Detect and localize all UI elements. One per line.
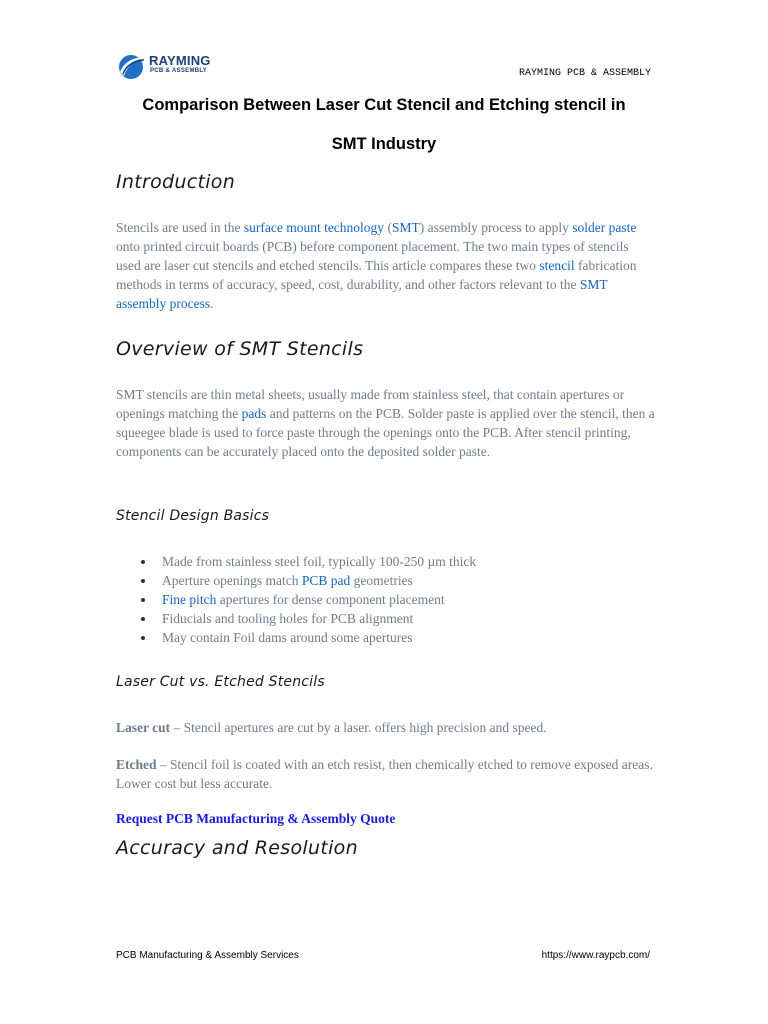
- footer-website-link[interactable]: https://www.raypcb.com/: [541, 950, 650, 961]
- link-fine-pitch[interactable]: Fine pitch: [162, 592, 217, 608]
- overview-paragraph: [116, 385, 656, 461]
- link-smt[interactable]: SMT: [391, 220, 420, 235]
- bullet-icon: [141, 579, 145, 583]
- footer-services: PCB Manufacturing & Assembly Services: [116, 950, 299, 961]
- bullet-text: apertures for dense component placement: [216, 592, 445, 608]
- list-item: [116, 609, 656, 628]
- laser-cut-text: – Stencil apertures are cut by a laser. offers high precision and speed.: [170, 720, 547, 735]
- logo-name: RAYMING: [149, 53, 211, 68]
- intro-text-5: fabrication methods in terms of accuracy, speed, cost, durability, and other factors relevant to the: [116, 258, 637, 293]
- request-quote-link[interactable]: Request PCB Manufacturing & Assembly Quote: [116, 811, 396, 826]
- intro-paragraph: [116, 218, 656, 313]
- link-pads[interactable]: pads: [241, 406, 267, 422]
- bullet-icon: [141, 598, 145, 602]
- bullet-text: Fiducials and tooling holes for PCB alignment: [162, 611, 414, 627]
- etched-label: Etched: [116, 757, 157, 772]
- design-basics-list: [116, 552, 656, 647]
- intro-text-2: (: [384, 220, 392, 235]
- bullet-text: Aperture openings match: [162, 573, 302, 589]
- laser-cut-paragraph: [116, 718, 656, 737]
- list-item: [116, 628, 656, 647]
- logo-subtitle: PCB & ASSEMBLY: [150, 68, 208, 74]
- link-solder-paste[interactable]: solder paste: [572, 220, 637, 235]
- heading-overview-smt-stencils: Overview of SMT Stencils: [116, 338, 364, 360]
- document-title-line1: Comparison Between Laser Cut Stencil and Etching stencil in: [142, 96, 626, 114]
- intro-text-4: onto printed circuit boards (PCB) before component placement. The two main types of stencils used are laser cut stencils and etched stencils. This article compares these two: [116, 239, 629, 274]
- rayming-swoosh-icon: [117, 52, 147, 80]
- bullet-text: Made from stainless steel foil, typically 100-250 µm thick: [162, 554, 477, 569]
- etched-text: – Stencil foil is coated with an etch resist, then chemically etched to remove exposed areas. Lower cost but less accurate.: [116, 757, 653, 792]
- intro-text-3: ) assembly process to apply: [419, 220, 573, 235]
- heading-introduction: Introduction: [116, 171, 236, 193]
- bullet-text: May contain Foil dams around some apertures: [162, 630, 413, 646]
- link-pcb-pad[interactable]: PCB pad: [301, 573, 351, 589]
- rayming-logo: [117, 50, 227, 82]
- list-item: [116, 552, 656, 571]
- bullet-icon: [141, 636, 145, 640]
- list-item: [116, 571, 656, 590]
- laser-cut-label: Laser cut: [116, 720, 171, 735]
- bullet-icon: [141, 617, 145, 621]
- link-smt-assembly-process[interactable]: SMT assembly process: [116, 277, 608, 312]
- etched-paragraph: [116, 755, 656, 793]
- overview-text-2: and patterns on the PCB. Solder paste is applied over the stencil, then a squeegee blade is used to force paste through the openings onto the PCB. After stencil printing, components can be accurately placed onto the deposited solder paste.: [116, 406, 655, 460]
- heading-stencil-design-basics: Stencil Design Basics: [116, 508, 270, 524]
- bullet-icon: [141, 560, 145, 564]
- heading-accuracy-resolution: Accuracy and Resolution: [116, 837, 358, 859]
- overview-text-1: SMT stencils are thin metal sheets, usually made from stainless steel, that contain apertures or openings matching the: [116, 387, 625, 422]
- list-item: [116, 590, 656, 609]
- intro-text-1: Stencils are used in the: [116, 220, 244, 235]
- header-company-name: RAYMING PCB & ASSEMBLY: [518, 68, 651, 79]
- link-stencil[interactable]: stencil: [539, 258, 575, 274]
- bullet-text: geometries: [350, 573, 413, 589]
- heading-laser-vs-etched: Laser Cut vs. Etched Stencils: [116, 674, 325, 690]
- intro-text-6: .: [210, 296, 214, 312]
- document-title-line2: SMT Industry: [331, 135, 437, 153]
- link-surface-mount-technology[interactable]: surface mount technology: [243, 220, 385, 235]
